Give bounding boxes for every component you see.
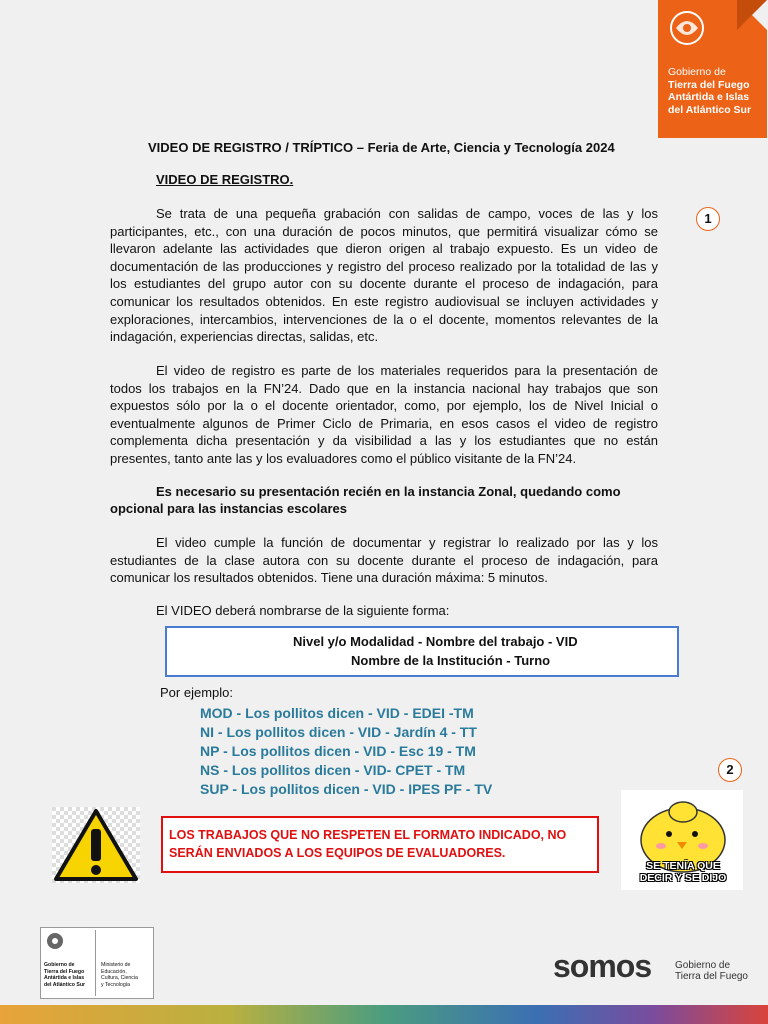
list-item: MOD - Los pollitos dicen - VID - EDEI -TM — [200, 705, 474, 721]
warning-icon — [52, 807, 140, 883]
somos-subtitle: Gobierno de Tierra del Fuego — [675, 960, 748, 982]
footer-ministry-logo — [40, 927, 154, 999]
section-title: VIDEO DE REGISTRO. — [156, 172, 294, 187]
alert-text: LOS TRABAJOS QUE NO RESPETEN EL FORMATO INDICADO, NO SERÁN ENVIADOS A LOS EQUIPOS DE EVALUADORES. — [169, 828, 567, 860]
list-item: NP - Los pollitos dicen - VID - Esc 19 - TM — [200, 743, 476, 759]
footer-color-bar — [0, 1005, 768, 1024]
format-alert-box — [161, 816, 599, 873]
paragraph-requirements: El video de registro es parte de los materiales requeridos para la presentación de todos los trabajos en la FN’24. Dado que en la instancia nacional hay trabajos que son expuestos sólo por la o el docente orientador, como, por ejemplo, los de Nivel Inicial o eventualmente algunos de Primer Ciclo de Primaria, en esos casos el video de registro complementa dicha presentación y da visibilidad a las y los estudiantes que no están presentes, tanto ante las y los evaluadores como el público visitante de la FN’24. — [110, 363, 658, 466]
example-label: Por ejemplo: — [160, 685, 233, 700]
naming-instruction: El VIDEO deberá nombrarse de la siguiente forma: — [156, 603, 450, 618]
document-title: VIDEO DE REGISTRO / TRÍPTICO – Feria de Arte, Ciencia y Tecnología 2024 — [148, 140, 615, 155]
list-item: SUP - Los pollitos dicen - VID - IPES PF - TV — [200, 781, 493, 797]
list-item: NI - Los pollitos dicen - VID - Jardín 4 - TT — [200, 724, 477, 740]
emblem-icon — [45, 932, 65, 950]
footer-ministry-name: Ministerio de Educación, Cultura, Ciencia y Tecnología — [101, 962, 138, 988]
somos-wordmark: somos — [553, 948, 652, 984]
paragraph-intro: Se trata de una pequeña grabación con salidas de campo, voces de las y los participantes, etc., con una duración de pocos minutos, que permitirá visualizar cómo se llevaron adelante las actividades que dieron origen al trabajo expuesto. Es un video de documentación de las producciones y registro del proceso realizado por la totalidad de las y los estudiantes del grupo autor con su docente durante el proceso de indagación, para comunicar los resultados obtenidos. En este registro audiovisual se incluyen actividades y exploraciones, intercambios, intervenciones de la o el docente, momentos relevantes de la indagación, experiencias directas, salidas, etc. — [110, 206, 658, 345]
paragraph-function: El video cumple la función de documentar y registrar lo realizado por las y los estudiantes de la clase autora con su docente durante el proceso de indagación, para comunicar los resultados obtenidos. Tiene una duración máxima: 5 minutos. — [110, 535, 658, 586]
government-name: Gobierno de Tierra del Fuego Antártida e Islas del Atlántico Sur — [668, 66, 752, 116]
sticker-text-line-1: SE TENÍA QUE — [646, 860, 720, 872]
format-line-2: Nombre de la Institución - Turno — [351, 653, 551, 668]
comment-marker-1[interactable]: 1 — [696, 207, 720, 231]
somos-logo — [553, 950, 753, 990]
zonal-note: Es necesario su presentación recién en la instancia Zonal, quedando como opcional para las instancias escolares — [110, 484, 621, 516]
comment-marker-2[interactable]: 2 — [718, 758, 742, 782]
naming-format-box — [165, 626, 679, 677]
government-logo-badge — [658, 0, 767, 138]
list-item: NS - Los pollitos dicen - VID- CPET - TM — [200, 762, 466, 778]
example-list — [200, 704, 492, 799]
footer-gov-name: Gobierno de Tierra del Fuego Antártida e Islas del Atlántico Sur — [44, 962, 86, 988]
emblem-icon — [666, 8, 708, 48]
chick-sticker — [621, 790, 743, 890]
sticker-text-line-2: DECIR Y SE DIJO — [639, 872, 727, 884]
format-line-1: Nivel y/o Modalidad - Nombre del trabajo - VID — [293, 634, 578, 649]
